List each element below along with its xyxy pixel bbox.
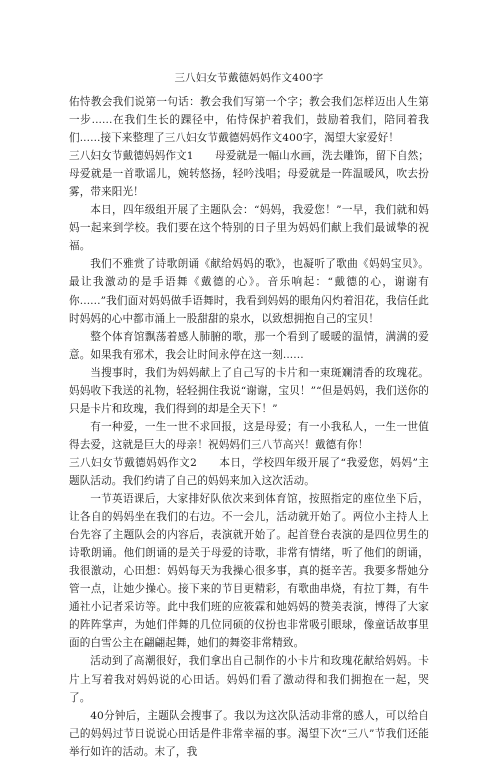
- paragraph: 本日，四年级组开展了主题队会：“妈妈，我爱您！”一早，我们就和妈妈一起来到学校。我们要在这个特别的日子里为妈妈们献上我们最诚挚的祝福。: [69, 204, 429, 253]
- paragraph: 活动到了高潮很好，我们拿出自己制作的小卡片和玫瑰花献给妈妈。卡片上写着我对妈妈说的心田话。妈妈们看了激动得和我们拥抱在一起，哭了。: [69, 655, 429, 704]
- document-body: [69, 93, 429, 761]
- paragraph: 有一种爱，一生一世不求回报，这是母爱；有一小我私人，一生一世值得去爱，这就是巨大的母亲！祝妈妈们三八节高兴！戴德有你！: [69, 420, 429, 451]
- paragraph: 40分钟后，主题队会搜事了。我以为这次队活动非常的感人，可以给自己的妈妈过节日说说心田话是件非常幸福的事。渴望下次“三八”节我们还能举行如许的活动。末了，我: [69, 709, 429, 758]
- document-title: 三八妇女节戴德妈妈作文400字: [174, 72, 324, 84]
- paragraph: 当搜事时，我们为妈妈献上了自己写的卡片和一束斑斓清香的玫瑰花。妈妈收下我送的礼物，轻轻拥住我说“谢谢，宝贝！”“但是妈妈，我们送你的只是卡片和玫瑰，我们得到的却是全天下！”: [69, 366, 429, 415]
- paragraph: 我们不雅赏了诗歌朗诵《献给妈妈的歌》，也凝听了歌曲《妈妈宝贝》。最让我激动的是手语舞《戴德的心》。音乐响起：“戴德的心，谢谢有你......”我们面对妈妈做手语舞时，我看到妈妈的眼角闪灼着泪花，我信任此时妈妈的心中都市涌上一股甜甜的泉水，以致想拥抱自己的宝贝！: [69, 258, 429, 325]
- paragraph: 整个体育馆飘荡着感人肺腑的歌，那一个看到了暖暖的温情，满满的爱意。如果我有邪术，我会让时间永停在这一刻......: [69, 330, 429, 361]
- paragraph: 一节英语课后，大家排好队依次来到体育馆，按照指定的座位坐下后，让各自的妈妈坐在我们的右边。不一会儿，活动就开始了。两位小主持人上台先容了主题队会的内容后，表演就开始了。起首登台表演的是四位男生的诗歌朗诵。他们朗诵的是关于母爱的诗歌，非常有情绪，听了他们的朗诵，我很激动，心田想：妈妈每天为我操心很多事，真的挺辛苦。我要多帮她分管一点，让她少操心。接下来的节目更精彩，有歌曲串烧，有拉丁舞，有牛通社小记者采访等。此中我们班的应筱霖和她妈妈的赞美表演，博得了大家的阵阵掌声，为她们伴舞的几位同硕的仪扮也非常吸引眼球，像童话故事里面的白雪公主在翩翩起舞，她们的舞姿非常精致。: [69, 493, 429, 650]
- paragraph: 三八妇女节戴德妈妈作文2 本日，学校四年级开展了“我爱您，妈妈”主题队活动。我们约请了自己的妈妈来加入这次活动。: [69, 456, 429, 487]
- paragraph: 佑恃教会我们说第一句话：教会我们写第一个字；教会我们怎样迈出人生第一步......在我们生长的踝径中，佑恃保护着我们，鼓励着我们，陪同着我们......接下来整理了三八妇女节戴德妈妈作文400字，渴望大家爱好！: [69, 96, 429, 145]
- paragraph: 三八妇女节戴德妈妈作文1 母爱就是一幅山水画，洗去雕饰，留下自然；母爱就是一首歌谣儿，婉转悠扬，轻吟浅唱；母爱就是一阵温暖风，吹去扮雾，带来阳光！: [69, 150, 429, 199]
